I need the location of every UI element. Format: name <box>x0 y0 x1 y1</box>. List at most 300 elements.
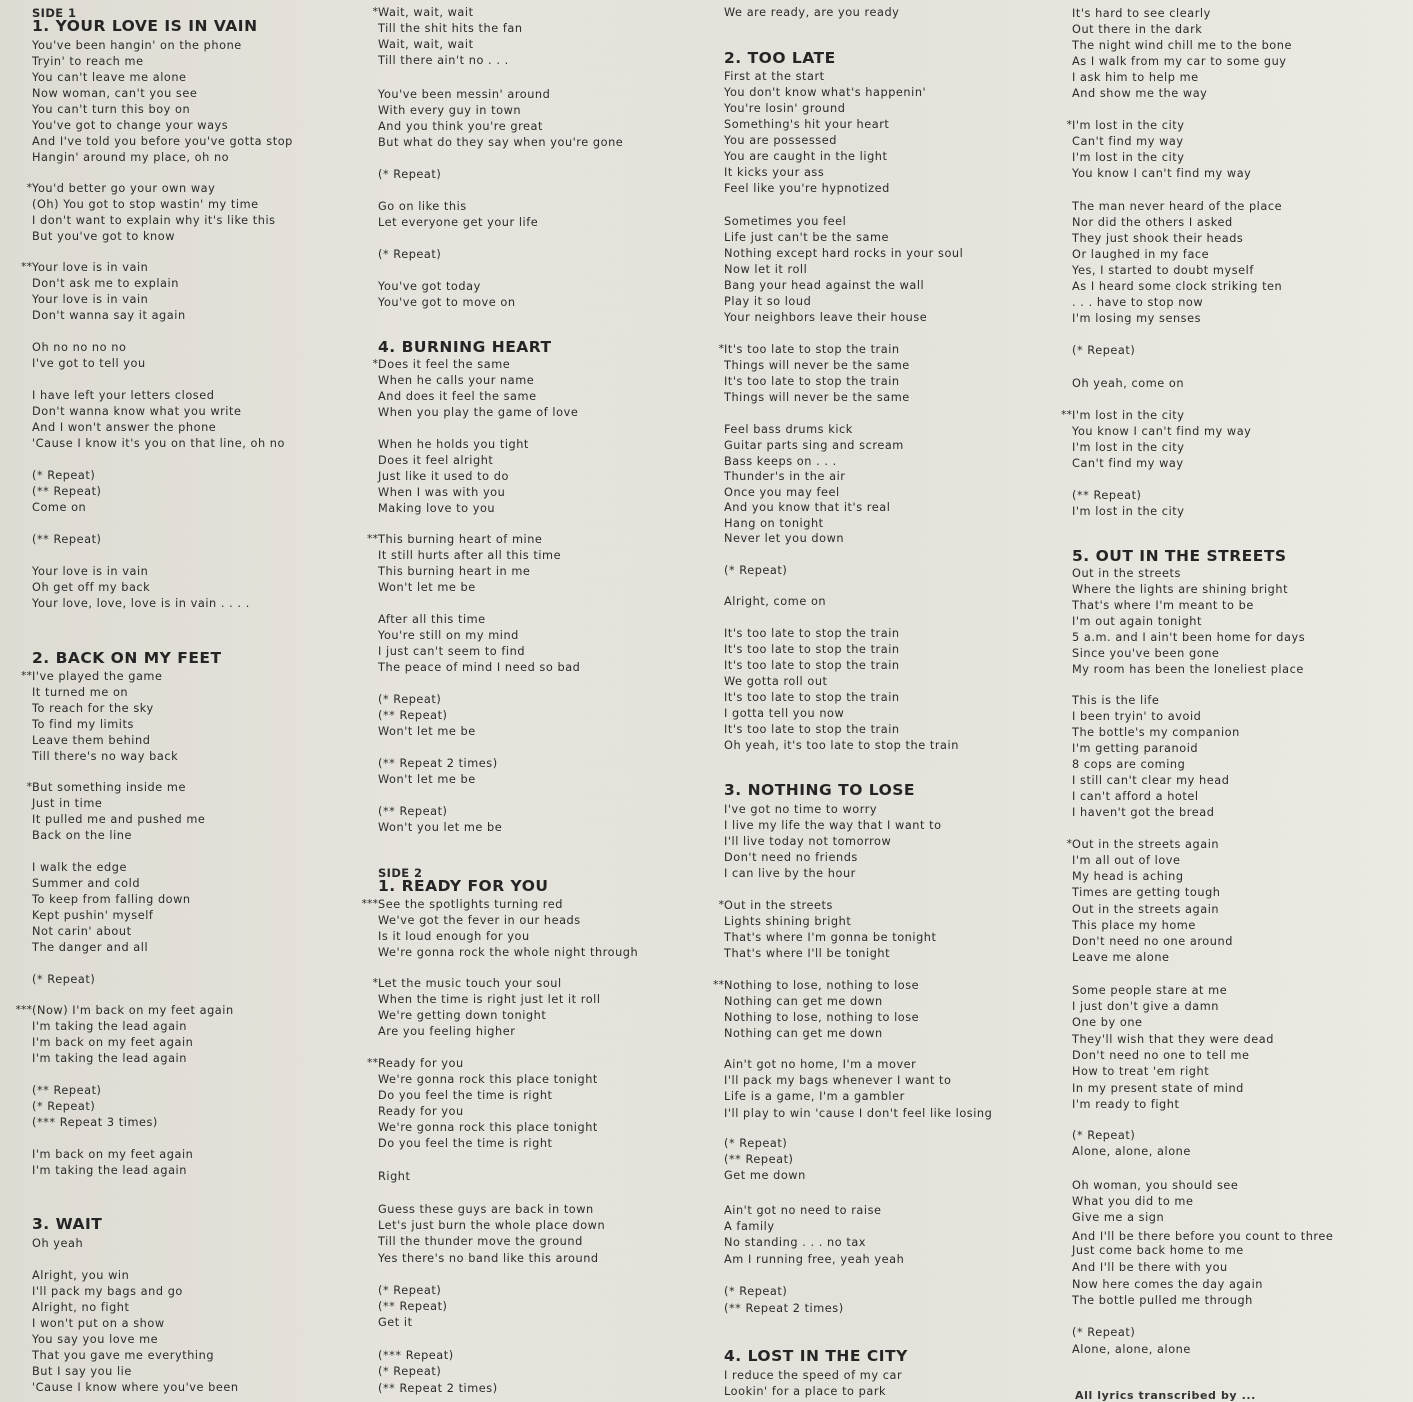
line-text: That's where I'll be tonight <box>724 947 891 960</box>
line-text: Your love is in vain <box>32 293 149 306</box>
lyric-line <box>364 820 502 836</box>
lyric-line <box>18 150 229 166</box>
line-text: I have left your letters closed <box>32 389 215 402</box>
lyric-line <box>710 485 840 501</box>
lyric-line <box>18 388 214 404</box>
lyric-line <box>710 642 900 658</box>
lyric-line <box>710 994 883 1010</box>
chorus-marker: ** <box>713 978 724 991</box>
lyric-line <box>364 1024 515 1040</box>
line-text: Is it loud enough for you <box>378 930 530 943</box>
line-text: We're gonna rock this place tonight <box>378 1073 598 1086</box>
lyric-line <box>364 1008 546 1024</box>
line-text: 1. YOUR LOVE IS IN VAIN <box>32 17 258 35</box>
line-text: (** Repeat 2 times) <box>378 757 498 770</box>
lyric-line <box>364 389 537 405</box>
line-text: To reach for the sky <box>32 702 154 715</box>
song-title <box>710 1347 908 1366</box>
lyric-line <box>18 102 190 118</box>
lyric-line <box>1058 376 1184 392</box>
line-text: I live my life the way that I want to <box>724 819 942 832</box>
line-text: Nothing can get me down <box>724 1027 883 1040</box>
lyric-line <box>710 117 889 133</box>
line-text: 3. WAIT <box>32 1215 103 1233</box>
line-text: (*** Repeat 3 times) <box>32 1116 158 1129</box>
line-text: (** Repeat) <box>724 1153 794 1166</box>
lyric-line <box>1058 247 1209 263</box>
line-text: Now woman, can't you see <box>32 87 198 100</box>
lyric-line <box>364 804 448 820</box>
lyric-line <box>18 1284 183 1300</box>
line-text: And I'll be there with you <box>1072 1261 1228 1274</box>
line-text: Don't ask me to explain <box>32 277 179 290</box>
line-text: I reduce the speed of my car <box>724 1369 903 1382</box>
line-text: Don't wanna say it again <box>32 309 186 322</box>
line-text: And you know that it's real <box>724 501 891 514</box>
lyric-line <box>18 1147 193 1163</box>
line-text: I just don't give a damn <box>1072 1000 1220 1013</box>
line-text: I won't put on a show <box>32 1317 165 1330</box>
line-text: Once you may feel <box>724 486 840 499</box>
lyric-line <box>1058 614 1202 630</box>
line-text: I can live by the hour <box>724 867 856 880</box>
lyric-line <box>710 818 942 834</box>
line-text: You're losin' ground <box>724 102 846 115</box>
line-text: But you've got to know <box>32 230 176 243</box>
line-text: (*** Repeat) <box>378 1349 454 1362</box>
line-text: I'm all out of love <box>1072 854 1181 867</box>
lyric-line <box>1058 488 1142 504</box>
line-text: 5. OUT IN THE STREETS <box>1072 547 1287 565</box>
lyric-line <box>710 802 877 818</box>
lyric-line <box>364 548 561 564</box>
lyric-line <box>364 167 441 183</box>
line-text: Does it feel alright <box>378 454 494 467</box>
line-text: (* Repeat) <box>378 1284 442 1297</box>
line-text: And does it feel the same <box>378 390 537 403</box>
line-text: (* Repeat) <box>1072 344 1136 357</box>
line-text: You've been hangin' on the phone <box>32 39 242 52</box>
lyric-line <box>18 118 228 134</box>
lyric-line <box>1058 440 1184 456</box>
lyric-line <box>710 1168 806 1184</box>
line-text: Oh yeah, it's too late to stop the train <box>724 739 959 752</box>
line-text: I'll play to win 'cause I don't feel like losing <box>724 1107 993 1120</box>
lyric-line <box>1058 999 1219 1015</box>
lyric-line <box>710 469 845 485</box>
line-text: (** Repeat) <box>32 533 102 546</box>
line-text: Lights shining bright <box>724 915 852 928</box>
lyric-line <box>710 850 858 866</box>
song-title <box>18 1215 102 1234</box>
line-text: Do you feel the time is right <box>378 1089 553 1102</box>
line-text: Oh get off my back <box>32 581 151 594</box>
lyric-line <box>364 772 476 788</box>
line-text: The bottle's my companion <box>1072 726 1240 739</box>
lyric-line <box>364 1315 413 1331</box>
lyric-line <box>364 21 523 37</box>
lyric-line <box>1058 918 1196 934</box>
lyric-line <box>364 1251 599 1267</box>
line-text: (** Repeat 2 times) <box>724 1302 844 1315</box>
line-text: This is the life <box>1072 694 1160 707</box>
line-text: (** Repeat) <box>378 709 448 722</box>
lyric-line <box>18 213 276 229</box>
line-text: (** Repeat) <box>378 805 448 818</box>
line-text: Play it so loud <box>724 295 812 308</box>
line-text: Ready for you <box>378 1105 464 1118</box>
line-text: I still can't clear my head <box>1072 774 1230 787</box>
lyric-line <box>18 701 154 717</box>
line-text: You can't turn this boy on <box>32 103 191 116</box>
line-text: Ready for you <box>378 1057 464 1070</box>
line-text: Yes there's no band like this around <box>378 1252 599 1265</box>
lyric-line <box>18 1035 193 1051</box>
lyric-line <box>364 580 476 596</box>
lyric-line <box>364 37 474 53</box>
line-text: I'm lost in the city <box>1072 151 1185 164</box>
line-text: Hang on tonight <box>724 517 824 530</box>
song-title <box>18 17 258 36</box>
lyric-line <box>18 1163 187 1179</box>
line-text: My head is aching <box>1072 870 1184 883</box>
line-text: A family <box>724 1220 775 1233</box>
lyric-line <box>1058 279 1282 295</box>
lyric-line <box>364 644 525 660</box>
lyric-line <box>1058 54 1287 70</box>
song-title <box>364 877 548 896</box>
lyric-line <box>364 976 562 992</box>
lyric-line <box>1058 869 1184 885</box>
line-text: No standing . . . no tax <box>724 1236 867 1249</box>
chorus-marker: * <box>1066 837 1072 850</box>
line-text: Let the music touch your soul <box>378 977 562 990</box>
line-text: Don't wanna know what you write <box>32 405 242 418</box>
lyric-line <box>1058 1081 1244 1097</box>
line-text: Don't need no one to tell me <box>1072 1049 1250 1062</box>
lyric-line <box>710 5 899 21</box>
line-text: Summer and cold <box>32 877 141 890</box>
lyric-line <box>710 438 904 454</box>
lyric-line <box>364 660 580 676</box>
line-text: That you gave me everything <box>32 1349 215 1362</box>
lyric-line <box>710 531 844 547</box>
chorus-marker: * <box>372 5 378 18</box>
lyric-line <box>364 1218 605 1234</box>
line-text: Do you feel the time is right <box>378 1137 553 1150</box>
line-text: As I walk from my car to some guy <box>1072 55 1287 68</box>
line-text: You've got to change your ways <box>32 119 229 132</box>
lyric-line <box>364 1348 454 1364</box>
lyric-line <box>18 580 150 596</box>
line-text: First at the start <box>724 70 825 83</box>
line-text: . . . have to stop now <box>1072 296 1204 309</box>
lyric-line <box>364 453 493 469</box>
line-text: Can't find my way <box>1072 135 1184 148</box>
line-text: That's where I'm gonna be tonight <box>724 931 937 944</box>
lyric-line <box>18 468 95 484</box>
line-text: Alone, alone, alone <box>1072 1343 1191 1356</box>
lyric-line <box>710 978 919 994</box>
line-text: Feel like you're hypnotized <box>724 182 890 195</box>
lyric-line <box>710 230 889 246</box>
lyric-line <box>18 1364 132 1380</box>
line-text: I'm lost in the city <box>1072 505 1185 518</box>
line-text: Give me a sign <box>1072 1211 1165 1224</box>
line-text: It's too late to stop the train <box>724 691 900 704</box>
line-text: I just can't seem to find <box>378 645 526 658</box>
lyric-line <box>1058 424 1251 440</box>
lyric-line <box>18 908 153 924</box>
lyric-line <box>1058 950 1170 966</box>
line-text: 3. NOTHING TO LOSE <box>724 781 916 799</box>
line-text: It kicks your ass <box>724 166 825 179</box>
line-text: SIDE 1 <box>32 6 77 20</box>
line-text: Alone, alone, alone <box>1072 1145 1191 1158</box>
lyric-line <box>364 373 534 389</box>
lyric-line <box>1058 837 1219 853</box>
lyric-line <box>364 724 476 740</box>
lyric-line <box>710 454 837 470</box>
line-text: To find my limits <box>32 718 134 731</box>
line-text: (* Repeat) <box>724 1137 788 1150</box>
line-text: Some people stare at me <box>1072 984 1228 997</box>
line-text: Feel bass drums kick <box>724 423 853 436</box>
lyric-line <box>1058 902 1219 918</box>
chorus-marker: *** <box>15 1003 32 1016</box>
lyric-line <box>710 626 900 642</box>
line-text: Till there's no way back <box>32 750 179 763</box>
line-text: You've got to move on <box>378 296 516 309</box>
line-text: The man never heard of the place <box>1072 200 1283 213</box>
lyric-line <box>18 134 293 150</box>
line-text: (* Repeat) <box>378 693 442 706</box>
lyric-line <box>1058 408 1184 424</box>
line-text: Never let you down <box>724 532 845 545</box>
chorus-marker: * <box>1066 118 1072 131</box>
chorus-marker: ** <box>21 260 32 273</box>
chorus-marker: * <box>26 181 32 194</box>
chorus-marker: ** <box>1061 408 1072 421</box>
line-text: The danger and all <box>32 941 149 954</box>
line-text: And I won't answer the phone <box>32 421 217 434</box>
line-text: Out in the streets again <box>1072 838 1220 851</box>
line-text: Guitar parts sing and scream <box>724 439 904 452</box>
line-text: This burning heart of mine <box>378 533 543 546</box>
lyric-line <box>710 85 926 101</box>
line-text: Kept pushin' myself <box>32 909 154 922</box>
line-text: Leave them behind <box>32 734 151 747</box>
lyric-line <box>1058 853 1181 869</box>
line-text: How to treat 'em right <box>1072 1065 1210 1078</box>
song-title <box>18 649 222 668</box>
line-text: Nor did the others I asked <box>1072 216 1233 229</box>
lyric-line <box>364 469 509 485</box>
line-text: I haven't got the bread <box>1072 806 1215 819</box>
line-text: We're gonna rock the whole night through <box>378 946 639 959</box>
line-text: Times are getting tough <box>1072 886 1221 899</box>
line-text: (** Repeat) <box>32 485 102 498</box>
lyric-line <box>18 1316 165 1332</box>
line-text: I can't afford a hotel <box>1072 790 1199 803</box>
line-text: Ain't got no need to raise <box>724 1204 882 1217</box>
line-text: 8 cops are coming <box>1072 758 1186 771</box>
line-text: Out in the streets <box>724 899 833 912</box>
lyric-line <box>710 1203 882 1219</box>
lyric-line <box>710 1235 866 1251</box>
line-text: It still hurts after all this time <box>378 549 562 562</box>
line-text: Go on like this <box>378 200 467 213</box>
line-text: Right <box>378 1170 411 1183</box>
line-text: 4. LOST IN THE CITY <box>724 1347 908 1365</box>
lyric-line <box>1058 86 1207 102</box>
line-text: And I've told you before you've gotta stop <box>32 135 293 148</box>
line-text: Something's hit your heart <box>724 118 890 131</box>
lyric-line <box>710 342 900 358</box>
line-text: Just come back home to me <box>1072 1244 1244 1257</box>
lyric-line <box>364 1364 441 1380</box>
lyric-line <box>364 485 505 501</box>
lyric-line <box>1058 630 1305 646</box>
line-text: (** Repeat) <box>378 1300 448 1313</box>
line-text: (* Repeat) <box>32 469 96 482</box>
lyric-line <box>364 119 543 135</box>
line-text: (* Repeat) <box>378 168 442 181</box>
line-text: Am I running free, yeah yeah <box>724 1253 905 1266</box>
lyric-line <box>18 181 215 197</box>
song-title <box>1058 547 1287 566</box>
lyric-line <box>364 103 521 119</box>
line-text: I've got no time to worry <box>724 803 878 816</box>
lyric-line <box>18 876 140 892</box>
lyric-line <box>18 1019 187 1035</box>
line-text: Sometimes you feel <box>724 215 847 228</box>
lyric-line <box>18 596 250 612</box>
line-text: (* Repeat) <box>32 973 96 986</box>
line-text: Just like it used to do <box>378 470 509 483</box>
line-text: And show me the way <box>1072 87 1208 100</box>
lyric-line <box>710 1284 787 1300</box>
lyric-line <box>18 404 241 420</box>
lyric-line <box>364 215 538 231</box>
line-text: 1. READY FOR YOU <box>378 877 549 895</box>
lyric-line <box>1058 1064 1209 1080</box>
lyric-line <box>364 295 516 311</box>
lyric-line <box>364 437 529 453</box>
lyric-line <box>710 1219 775 1235</box>
line-text: Oh no no no no <box>32 341 127 354</box>
lyric-line <box>364 87 550 103</box>
line-text: You are caught in the light <box>724 150 888 163</box>
lyric-line <box>1058 343 1135 359</box>
line-text: I'm ready to fight <box>1072 1098 1180 1111</box>
lyric-line <box>364 945 638 961</box>
line-text: Now let it roll <box>724 263 808 276</box>
lyric-line <box>1058 725 1240 741</box>
line-text: But what do they say when you're gone <box>378 136 624 149</box>
lyric-line <box>710 133 837 149</box>
line-text: I'll pack my bags and go <box>32 1285 183 1298</box>
lyric-line <box>18 484 102 500</box>
lyric-line <box>1058 582 1288 598</box>
line-text: Let's just burn the whole place down <box>378 1219 606 1232</box>
line-text: Back on the line <box>32 829 132 842</box>
line-text: I'm lost in the city <box>1072 119 1185 132</box>
line-text: Out in the streets <box>1072 567 1181 580</box>
line-text: Where the lights are shining bright <box>1072 583 1289 596</box>
lyric-line <box>710 1301 844 1317</box>
line-text: 4. BURNING HEART <box>378 338 552 356</box>
lyric-line <box>1058 134 1184 150</box>
lyric-line <box>710 1152 794 1168</box>
line-text: Nothing to lose, nothing to lose <box>724 979 920 992</box>
lyric-line <box>18 717 134 733</box>
lyric-line <box>1058 150 1184 166</box>
lyric-line <box>364 628 519 644</box>
line-text: I'm lost in the city <box>1072 409 1185 422</box>
line-text: (* Repeat) <box>1072 1129 1136 1142</box>
lyric-line <box>710 1010 919 1026</box>
lyric-line <box>18 292 148 308</box>
line-text: Wait, wait, wait <box>378 38 474 51</box>
line-text: I'm back on my feet again <box>32 1036 194 1049</box>
line-text: I'll live today not tomorrow <box>724 835 892 848</box>
lyric-line <box>364 992 601 1008</box>
lyric-line <box>710 101 845 117</box>
lyric-line <box>364 1056 464 1072</box>
lyric-line <box>710 898 833 914</box>
lyric-line <box>710 1136 787 1152</box>
lyric-line <box>364 756 498 772</box>
line-text: (* Repeat) <box>1072 1326 1136 1339</box>
line-text: Things will never be the same <box>724 391 910 404</box>
lyric-line <box>710 1057 916 1073</box>
line-text: You've got today <box>378 280 481 293</box>
credits-footer-partial: All lyrics transcribed by ... <box>1075 1389 1256 1402</box>
lyric-line <box>18 812 205 828</box>
lyric-line <box>1058 934 1233 950</box>
lyric-line <box>18 54 144 70</box>
chorus-marker: * <box>718 898 724 911</box>
line-text: Wait, wait, wait <box>378 6 474 19</box>
lyric-line <box>18 356 146 372</box>
lyric-line <box>1058 1048 1250 1064</box>
lyric-line <box>1058 22 1202 38</box>
lyric-line <box>18 532 102 548</box>
lyric-line <box>710 563 787 579</box>
line-text: You're still on my mind <box>378 629 519 642</box>
line-text: The night wind chill me to the bone <box>1072 39 1292 52</box>
lyric-line <box>1058 1015 1143 1031</box>
line-text: After all this time <box>378 613 486 626</box>
line-text: I'm taking the lead again <box>32 1164 187 1177</box>
lyric-line <box>364 405 578 421</box>
lyric-line <box>1058 1144 1191 1160</box>
lyric-line <box>364 612 486 628</box>
line-text: (** Repeat 2 times) <box>378 1382 498 1395</box>
chorus-marker: * <box>372 357 378 370</box>
lyric-line <box>18 38 242 54</box>
line-text: I don't want to explain why it's like this <box>32 214 276 227</box>
lyric-line <box>364 1202 594 1218</box>
line-text: 2. BACK ON MY FEET <box>32 649 222 667</box>
lyric-line <box>1058 38 1292 54</box>
lyric-line <box>1058 1260 1228 1276</box>
line-text: I gotta tell you now <box>724 707 845 720</box>
lyric-line <box>710 914 851 930</box>
lyric-line <box>1058 1097 1179 1113</box>
line-text: I'm back on my feet again <box>32 1148 194 1161</box>
